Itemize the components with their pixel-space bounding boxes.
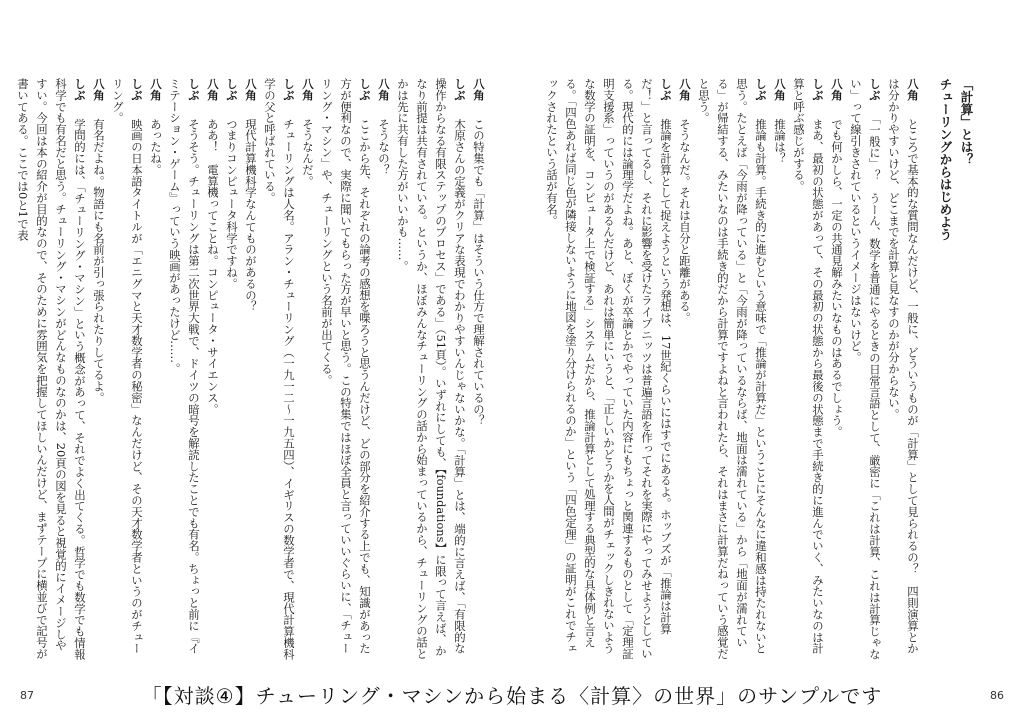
turn-text: まあ、最初の状態があって、その最初の状態から最後の状態まで手続き的に進んでいく、みたいなのは計算と呼ぶ感じがする。 <box>792 78 825 655</box>
speaker-name: 八角 <box>301 78 315 101</box>
turn-text: ああ！ 電算機ってことね。コンピュータ・サイエンス。 <box>206 118 220 415</box>
speaker-name: 八角 <box>678 78 692 101</box>
dialogue-turn <box>146 78 165 660</box>
turn-text: 現代計算機科学なんてものがあるの？ <box>244 118 258 313</box>
turn-text: そうなんだ。 <box>301 118 315 187</box>
turn-text: でも何かしら、一定の共通見解みたいなものはあるでしょう。 <box>830 118 844 438</box>
speaker-name: 八角 <box>206 78 220 101</box>
speaker-name: しぶ <box>453 78 467 101</box>
gutter <box>512 70 513 670</box>
turn-text: 木原さんの定義がクリアな表現でわかりやすいんじゃないかな。「計算」とは、端的に言えば、「有限的な操作からなる有限ステップのプロセス」である」（51頁）。いずれにしても、【foundations】に限って言えば、かなり前提は共有されている。というか、ほぼみんなチューリングの話から始まっているから、チューリングの話とかは先に共有した方がいいかも……。 <box>396 78 467 660</box>
section-subheading: チューリングからはじめよう <box>938 78 953 241</box>
left-page-number: 87 <box>20 689 34 702</box>
speaker-name: しぶ <box>659 78 673 101</box>
dialogue-turn <box>393 78 469 660</box>
speaker-name: しぶ <box>754 78 768 101</box>
turn-text: この特集でも「計算」はそういう仕方で理解されているの？ <box>472 118 486 427</box>
dialogue-turn <box>846 78 884 660</box>
right-page <box>536 78 976 660</box>
sample-caption: 「【対談④】チューリング・マシンから始まる〈計算〉の世界」のサンプルです <box>141 684 883 708</box>
speaker-name: しぶ <box>282 78 296 101</box>
speaker-name: 八角 <box>377 78 391 101</box>
speaker-name: しぶ <box>358 78 372 101</box>
turn-text: ところで基本的な質問なんだけど、一般に、どういうものが「計算」として見られるの？ 四則演算とかは分かりやすいけど、どこまでを計算と見なすのかが分からない。 <box>887 78 920 655</box>
dialogue-turn <box>789 78 827 660</box>
speaker-name: 八角 <box>472 78 486 101</box>
turn-text: そうそう。チューリングは第二次世界大戦で、ドイツの暗号を解読したことでも有名。ちょっと前に『イミテーション・ゲーム』っていう映画があったけど……。 <box>168 78 201 655</box>
turn-text: 「一般に」？ うーん、数学を普通にやるときの日常言語として、厳密に「これは計算、これは計算じゃない」って線引きされているというイメージはないけど。 <box>849 78 882 660</box>
dialogue-turn <box>770 78 789 660</box>
speaker-name: 八角 <box>906 78 920 101</box>
dialogue-turn <box>298 78 317 660</box>
turn-text: そうなの？ <box>377 118 391 176</box>
speaker-name: 八角 <box>773 78 787 101</box>
dialogue-turn <box>222 78 241 660</box>
dialogue-turn <box>469 78 488 660</box>
turn-text: 有名だよね。物語にも名前が引っ張られたりしてるよ。 <box>92 118 106 404</box>
speaker-name: しぶ <box>225 78 239 101</box>
speaker-name: 八角 <box>830 78 844 101</box>
dialogue-turn <box>884 78 922 660</box>
dialogue-turn <box>13 78 89 660</box>
turn-text: チューリングは人名。アラン・チューリング（一九一二〜一九五四）、イギリスの数学者で、現代計算機科学の父と呼ばれている。 <box>263 78 296 660</box>
speaker-name: 八角 <box>244 78 258 101</box>
left-page <box>16 78 488 660</box>
turn-text: そうなんだ。それは自分と距離がある。 <box>678 118 692 324</box>
dialogue-turn <box>542 78 675 660</box>
dialogue-turn <box>241 78 260 660</box>
dialogue-turn <box>374 78 393 660</box>
turn-text: あったね。 <box>149 118 163 176</box>
dialogue-turn <box>827 78 846 660</box>
speaker-name: しぶ <box>187 78 201 101</box>
speaker-name: 八角 <box>149 78 163 101</box>
right-page-number: 86 <box>990 689 1004 702</box>
dialogue-turn <box>108 78 146 660</box>
dialogue-turn <box>165 78 203 660</box>
dialogue-turn <box>675 78 694 660</box>
speaker-name: しぶ <box>811 78 825 101</box>
turn-text: 推論は？ <box>773 118 787 164</box>
turn-text: ここから先、それぞれの論考の感想を喋ろうと思うんだけど、どの部分を紹介する上でも、知識があった方が便利なので、実際に聞いてもらった方が早いと思う。この特集ではほぼ全員と言っていいぐらいに、「チューリング・マシン」や、チューリングという名前が出てくる。 <box>320 78 372 655</box>
section-heading: 「計算」とは？ <box>959 78 974 166</box>
speaker-name: しぶ <box>73 78 87 101</box>
dialogue-turn <box>203 78 222 660</box>
turn-text: 推論も計算。手続き的に進むという意味で「推論が計算だ」ということにそんなに違和感は持たれないと思う。たとえば「今雨が降っている」と「今雨が降っているならば、地面は濡れている」から「地面が濡れている」が帰結する、みたいなのは手続き的だから計算ですよねと言われたら、それはまさに計算だねっていう感覚だと思う。 <box>697 78 768 660</box>
turn-text: つまりコンピュータ科学ですね。 <box>225 118 239 290</box>
dialogue-turn <box>89 78 108 660</box>
speaker-name: しぶ <box>868 78 882 101</box>
dialogue-turn <box>260 78 298 660</box>
turn-text: 学問的には、「チューリング・マシン」という概念があって、それでよく出てくる。哲学でも数学でも情報科学でも有名だと思う。チューリング・マシンがどんなものなのかは、20頁の図を見ると視覚的にイメージしやすい。今回は本の紹介が目的なので、そのために雰囲気を把握してほしいんだけど、まずテープに横並びで記号が書いてある。ここでは0と1で表 <box>16 78 87 660</box>
turn-text: 映画の日本語タイトルが「エニグマと天才数学者の秘密」なんだけど、その天才数学者というのがチューリング。 <box>111 78 144 655</box>
dialogue-turn <box>694 78 770 660</box>
speaker-name: 八角 <box>92 78 106 101</box>
dialogue-turn <box>317 78 374 660</box>
speaker-name: しぶ <box>130 78 144 101</box>
turn-text: 推論を計算として捉えようという発想は、17世紀くらいにはすでにあるよ。ホッブズが「推論は計算だ！」と言ってるし、それに影響を受けたライプニッツは普遍言語を作ってそれを実際にやってみせようとしている。現代的には論理学だよね。あと、ぼくが卒論とかでやっていた内容にもちょっと関連するものとして「定理証明支援系」っていうのがあるんだけど、あれは簡単にいうと、「正しいかどうかを人間がチェックしきれないような数学の証明を、コンピュータ上で検証する」システムだから、推論計算として処理する典型的な具体例と言える。「四色あれば同じ色が隣接しないように地図を塗り分けられるのか」という「四色定理」の証明がこれでチェックされたという話が有名。 <box>545 78 673 660</box>
